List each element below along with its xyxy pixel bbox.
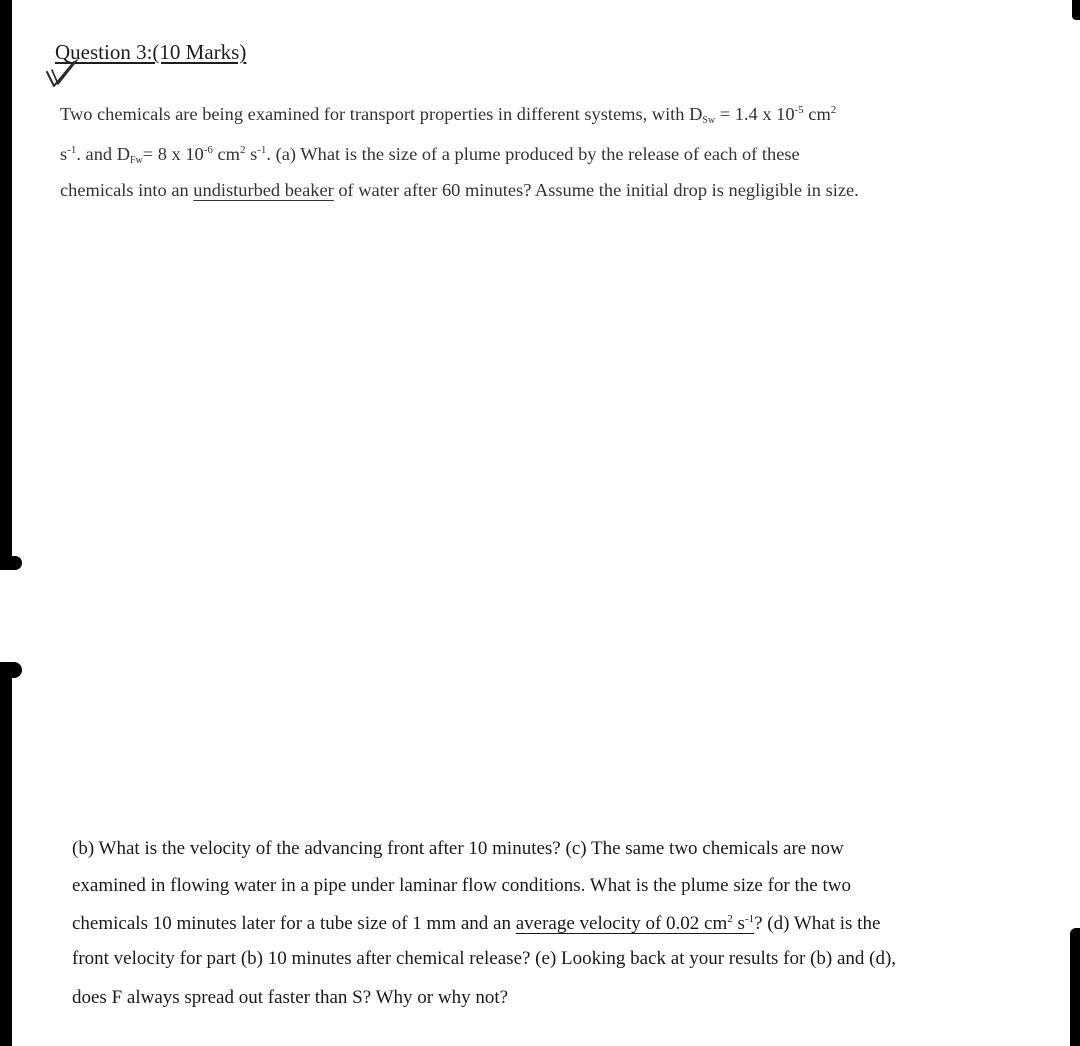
subscript-sw: Sw — [702, 115, 716, 126]
text-run: = 1.4 x 10 — [715, 104, 795, 124]
subscript-fw: Fw — [129, 155, 143, 166]
text-run: . and D — [76, 144, 130, 164]
superscript: 2 — [727, 913, 733, 925]
text-run: = 8 x 10 — [142, 144, 204, 164]
superscript: -1 — [744, 913, 755, 925]
scan-edge-right-top — [1072, 0, 1080, 20]
question-heading: Question 3:(10 Marks) — [55, 40, 247, 64]
superscript: 2 — [239, 144, 246, 156]
text-run: average velocity of 0.02 cm — [515, 913, 728, 934]
superscript: -1 — [67, 144, 77, 156]
part-a-line-2 — [60, 144, 800, 166]
part-b-line-4: front velocity for part (b) 10 minutes after chemical release? (e) Looking back at your results for (b) and (d), — [72, 948, 897, 969]
text-run: s — [60, 144, 68, 164]
text-run: . (a) What is the size of a plume produced by the release of each of these — [266, 144, 800, 164]
superscript: 2 — [830, 104, 837, 116]
text-run: chemicals into an — [60, 180, 194, 200]
scan-edge-right-bottom — [1070, 928, 1080, 1046]
superscript: -5 — [794, 104, 804, 116]
text-run: s — [732, 913, 745, 934]
text-run: cm — [212, 144, 240, 164]
part-a-line-1 — [60, 104, 836, 126]
text-run: chemicals 10 minutes later for a tube size of 1 mm and an — [72, 913, 516, 934]
superscript: -1 — [257, 144, 267, 156]
handwritten-check-mark-icon — [44, 58, 80, 92]
underlined-phrase: undisturbed beaker — [193, 180, 334, 200]
part-a-line-3 — [60, 180, 859, 201]
part-b-line-3 — [72, 913, 880, 935]
scan-edge-left-bottom — [0, 676, 12, 1046]
text-run: ? (d) What is the — [754, 913, 881, 934]
superscript: -6 — [203, 144, 213, 156]
part-b-line-5: does F always spread out faster than S? Why or why not? — [72, 987, 509, 1008]
part-b-line-2: examined in flowing water in a pipe under laminar flow conditions. What is the plume size for the two — [72, 875, 851, 896]
text-run: Two chemicals are being examined for transport properties in different systems, with D — [60, 104, 703, 124]
text-run: s — [245, 144, 258, 164]
scan-edge-left-top — [0, 0, 12, 568]
text-run: cm — [803, 104, 831, 124]
part-b-line-1: (b) What is the velocity of the advancing front after 10 minutes? (c) The same two chemicals are now — [72, 838, 844, 859]
text-run: of water after 60 minutes? Assume the initial drop is negligible in size. — [333, 180, 859, 200]
scan-edge-left-notch — [0, 556, 22, 570]
underlined-phrase — [516, 913, 754, 934]
